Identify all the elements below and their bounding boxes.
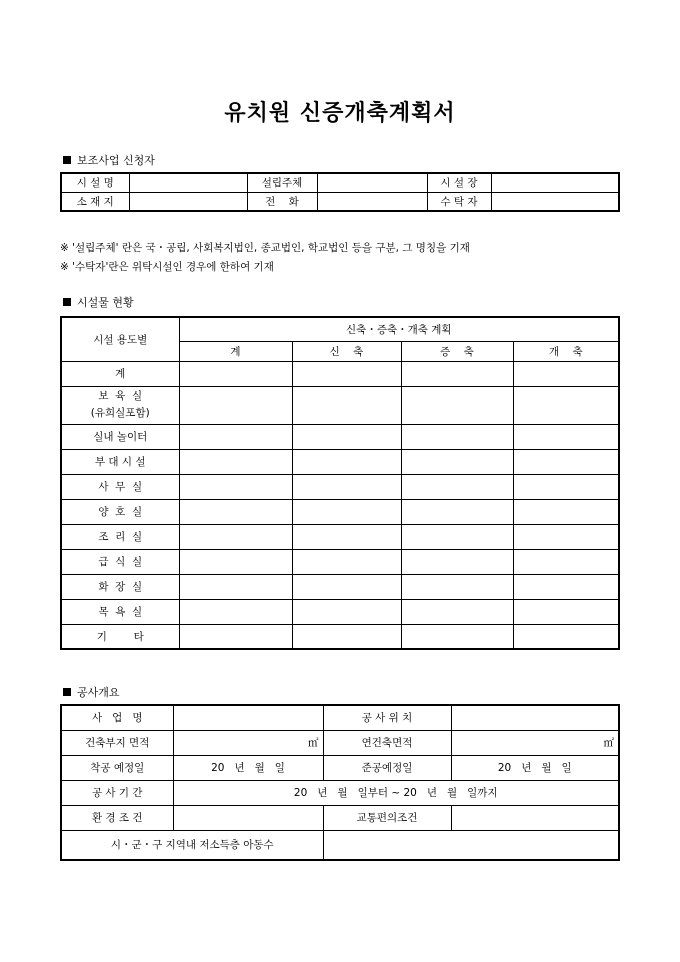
square-bullet-icon	[63, 298, 71, 306]
input-low-income-children[interactable]	[323, 830, 619, 860]
cell[interactable]	[179, 361, 292, 386]
subheader-new: 신 축	[292, 341, 401, 361]
label-facility-name: 시 설 명	[61, 173, 129, 192]
row-label-other: 기 타	[61, 624, 179, 649]
cell[interactable]	[292, 386, 401, 424]
row-label-dining: 급 식 실	[61, 549, 179, 574]
input-location[interactable]	[451, 705, 619, 730]
cell[interactable]	[401, 599, 513, 624]
square-bullet-icon	[63, 156, 71, 164]
cell[interactable]	[401, 499, 513, 524]
row-label-office: 사 무 실	[61, 474, 179, 499]
cell[interactable]	[179, 386, 292, 424]
input-trustee[interactable]	[491, 192, 619, 211]
cell[interactable]	[401, 424, 513, 449]
cell[interactable]	[179, 449, 292, 474]
cell[interactable]	[292, 574, 401, 599]
input-phone[interactable]	[317, 192, 427, 211]
note-trustee: ※ '수탁자'란은 위탁시설인 경우에 한하여 기재	[60, 261, 274, 273]
facility-status-table	[60, 316, 620, 650]
cell[interactable]	[513, 574, 619, 599]
row-label-infirmary: 양 호 실	[61, 499, 179, 524]
note-founder: ※ '설립주체' 란은 국・공립, 사회복지법인, 종교법인, 학교법인 등을 구분, 그 명칭을 기재	[60, 242, 470, 254]
cell[interactable]	[513, 386, 619, 424]
label-end-date: 준공예정일	[323, 755, 451, 780]
cell[interactable]	[513, 449, 619, 474]
cell[interactable]	[179, 624, 292, 649]
label-start-date: 착공 예정일	[61, 755, 173, 780]
label-project-name: 사 업 명	[61, 705, 173, 730]
input-project-name[interactable]	[173, 705, 323, 730]
cell[interactable]	[179, 574, 292, 599]
input-site-area[interactable]: ㎡	[173, 730, 323, 755]
label-site-area: 건축부지 면적	[61, 730, 173, 755]
label-environment: 환 경 조 건	[61, 805, 173, 830]
cell[interactable]	[401, 574, 513, 599]
label-period: 공 사 기 간	[61, 780, 173, 805]
label-phone: 전 화	[247, 192, 317, 211]
cell[interactable]	[513, 599, 619, 624]
cell[interactable]	[401, 524, 513, 549]
cell[interactable]	[292, 474, 401, 499]
row-label-bathroom: 목 욕 실	[61, 599, 179, 624]
cell[interactable]	[292, 599, 401, 624]
cell[interactable]	[401, 449, 513, 474]
cell[interactable]	[292, 524, 401, 549]
cell[interactable]	[179, 424, 292, 449]
cell[interactable]	[513, 499, 619, 524]
label-traffic: 교통편의조건	[323, 805, 451, 830]
label-location: 공 사 위 치	[323, 705, 451, 730]
row-label-restroom: 화 장 실	[61, 574, 179, 599]
cell[interactable]	[513, 474, 619, 499]
cell[interactable]	[179, 549, 292, 574]
cell[interactable]	[513, 524, 619, 549]
cell[interactable]	[292, 424, 401, 449]
cell[interactable]	[179, 499, 292, 524]
cell[interactable]	[513, 624, 619, 649]
cell[interactable]	[513, 424, 619, 449]
input-environment[interactable]	[173, 805, 323, 830]
row-label-classroom: 보 육 실 (유희실포함)	[61, 386, 179, 424]
construction-overview-table	[60, 704, 620, 861]
cell[interactable]	[401, 624, 513, 649]
row-label-auxiliary: 부 대 시 설	[61, 449, 179, 474]
label-trustee: 수 탁 자	[427, 192, 491, 211]
input-facility-name[interactable]	[129, 173, 247, 192]
subheader-total: 계	[179, 341, 292, 361]
input-start-date[interactable]: 20 년 월 일	[173, 755, 323, 780]
label-founder: 설립주체	[247, 173, 317, 192]
section-heading-facilities: 시설물 현황	[63, 294, 134, 310]
subheader-expand: 증 축	[401, 341, 513, 361]
page-title: 유치원 신증개축계획서	[224, 101, 456, 126]
square-bullet-icon	[63, 688, 71, 696]
cell[interactable]	[401, 386, 513, 424]
cell[interactable]	[292, 361, 401, 386]
row-label-kitchen: 조 리 실	[61, 524, 179, 549]
row-label-total: 계	[61, 361, 179, 386]
row-label-indoor-play: 실내 놀이터	[61, 424, 179, 449]
cell[interactable]	[179, 524, 292, 549]
cell[interactable]	[179, 474, 292, 499]
cell[interactable]	[179, 599, 292, 624]
header-facility-use: 시설 용도별	[61, 317, 179, 361]
label-floor-area: 연건축면적	[323, 730, 451, 755]
section-heading-applicant: 보조사업 신청자	[63, 152, 155, 168]
input-floor-area[interactable]: ㎡	[451, 730, 619, 755]
label-low-income-children: 시・군・구 지역내 저소득층 아동수	[61, 830, 323, 860]
input-end-date[interactable]: 20 년 월 일	[451, 755, 619, 780]
cell[interactable]	[401, 361, 513, 386]
label-address: 소 재 지	[61, 192, 129, 211]
input-director[interactable]	[491, 173, 619, 192]
cell[interactable]	[292, 449, 401, 474]
cell[interactable]	[292, 549, 401, 574]
label-director: 시 설 장	[427, 173, 491, 192]
cell[interactable]	[513, 361, 619, 386]
applicant-table	[60, 172, 620, 212]
input-traffic[interactable]	[451, 805, 619, 830]
input-founder[interactable]	[317, 173, 427, 192]
cell[interactable]	[292, 499, 401, 524]
cell[interactable]	[292, 624, 401, 649]
cell[interactable]	[401, 474, 513, 499]
subheader-rebuild: 개 축	[513, 341, 619, 361]
input-period[interactable]: 20 년 월 일부터 ~ 20 년 월 일까지	[173, 780, 619, 805]
input-address[interactable]	[129, 192, 247, 211]
section-heading-construction: 공사개요	[63, 684, 120, 700]
cell[interactable]	[513, 549, 619, 574]
header-construction-plan: 신축・증축・개축 계획	[179, 317, 619, 341]
cell[interactable]	[401, 549, 513, 574]
